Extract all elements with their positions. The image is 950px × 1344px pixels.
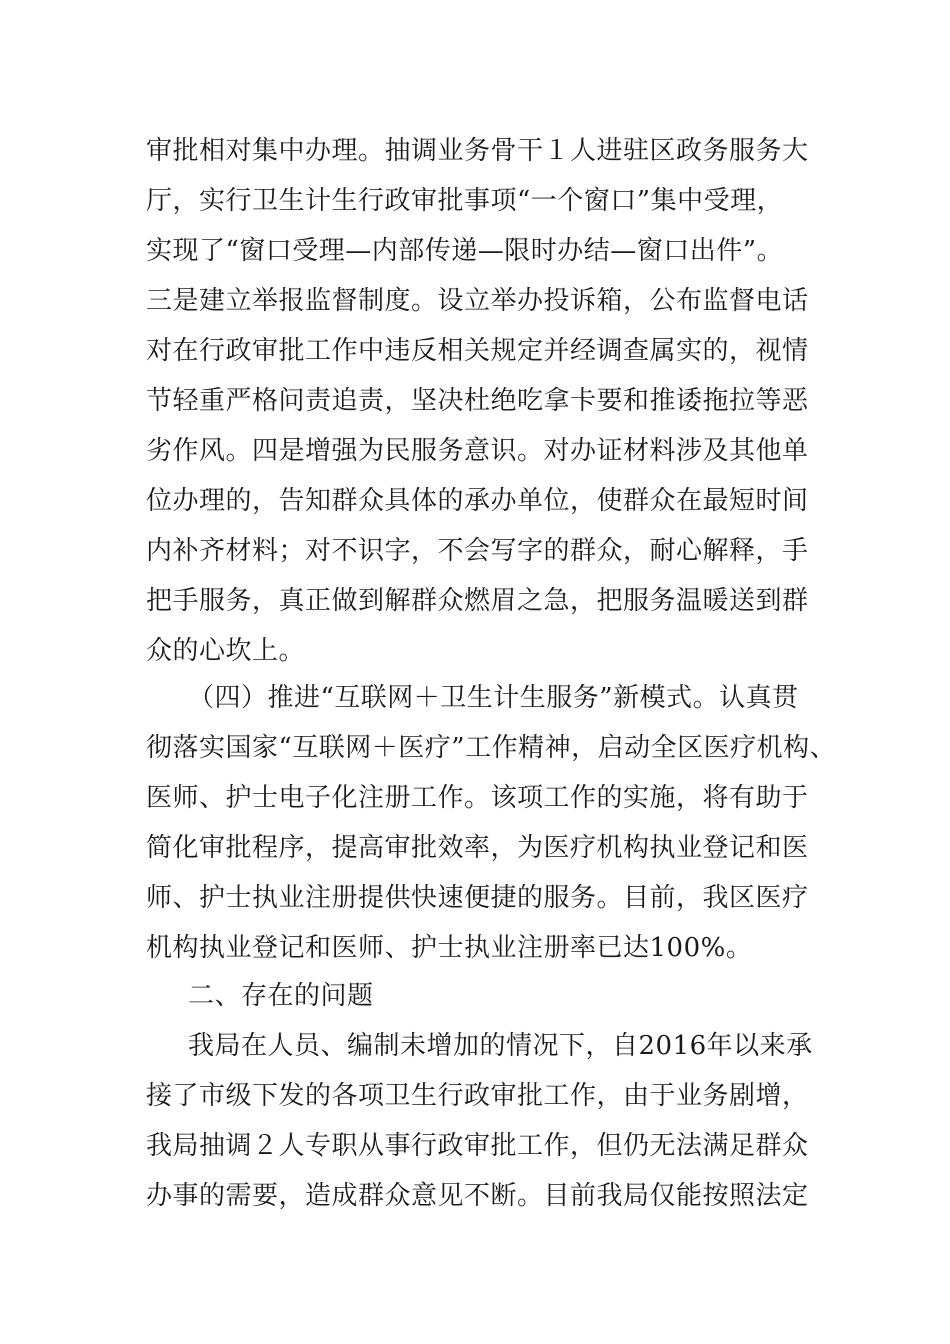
body-line: 众的心坎上。 — [146, 636, 306, 666]
section-heading: 二、存在的问题 — [188, 981, 374, 1011]
body-line: 我局抽调２人专职从事行政审批工作，但仍无法满足群众 — [146, 1131, 809, 1161]
body-line: 实现了“窗口受理—内部传递—限时办结—窗口出件”。 — [146, 236, 784, 266]
body-line: 三是建立举报监督制度。设立举办投诉箱，公布监督电话 — [146, 286, 809, 316]
body-line: 位办理的，告知群众具体的承办单位，使群众在最短时间 — [146, 486, 809, 516]
body-line: 办事的需要，造成群众意见不断。目前我局仅能按照法定 — [146, 1181, 809, 1211]
body-line: 对在行政审批工作中违反相关规定并经调查属实的，视情 — [146, 336, 809, 366]
body-line: 厅，实行卫生计生行政审批事项“一个窗口”集中受理， — [146, 186, 784, 216]
paragraph-start-line: 我局在人员、编制未增加的情况下，自2016年以来承 — [188, 1031, 813, 1061]
paragraph-start-line: （四）推进“互联网＋卫生计生服务”新模式。认真贯 — [188, 683, 799, 713]
body-line: 机构执业登记和医师、护士执业注册率已达100%。 — [146, 933, 753, 963]
body-line: 彻落实国家“互联网＋医疗”工作精神，启动全区医疗机构、 — [146, 733, 837, 763]
body-line: 把手服务，真正做到解群众燃眉之急，把服务温暖送到群 — [146, 586, 809, 616]
body-line: 师、护士执业注册提供快速便捷的服务。目前，我区医疗 — [146, 883, 809, 913]
body-line: 简化审批程序，提高审批效率，为医疗机构执业登记和医 — [146, 833, 809, 863]
body-line: 接了市级下发的各项卫生行政审批工作，由于业务剧增， — [146, 1081, 809, 1111]
body-line: 内补齐材料；对不识字，不会写字的群众，耐心解释，手 — [146, 536, 809, 566]
body-line: 审批相对集中办理。抽调业务骨干１人进驻区政务服务大 — [146, 136, 809, 166]
body-line: 节轻重严格问责追责，坚决杜绝吃拿卡要和推诿拖拉等恶 — [146, 386, 809, 416]
body-line: 医师、护士电子化注册工作。该项工作的实施，将有助于 — [146, 783, 809, 813]
body-line: 劣作风。四是增强为民服务意识。对办证材料涉及其他单 — [146, 436, 809, 466]
